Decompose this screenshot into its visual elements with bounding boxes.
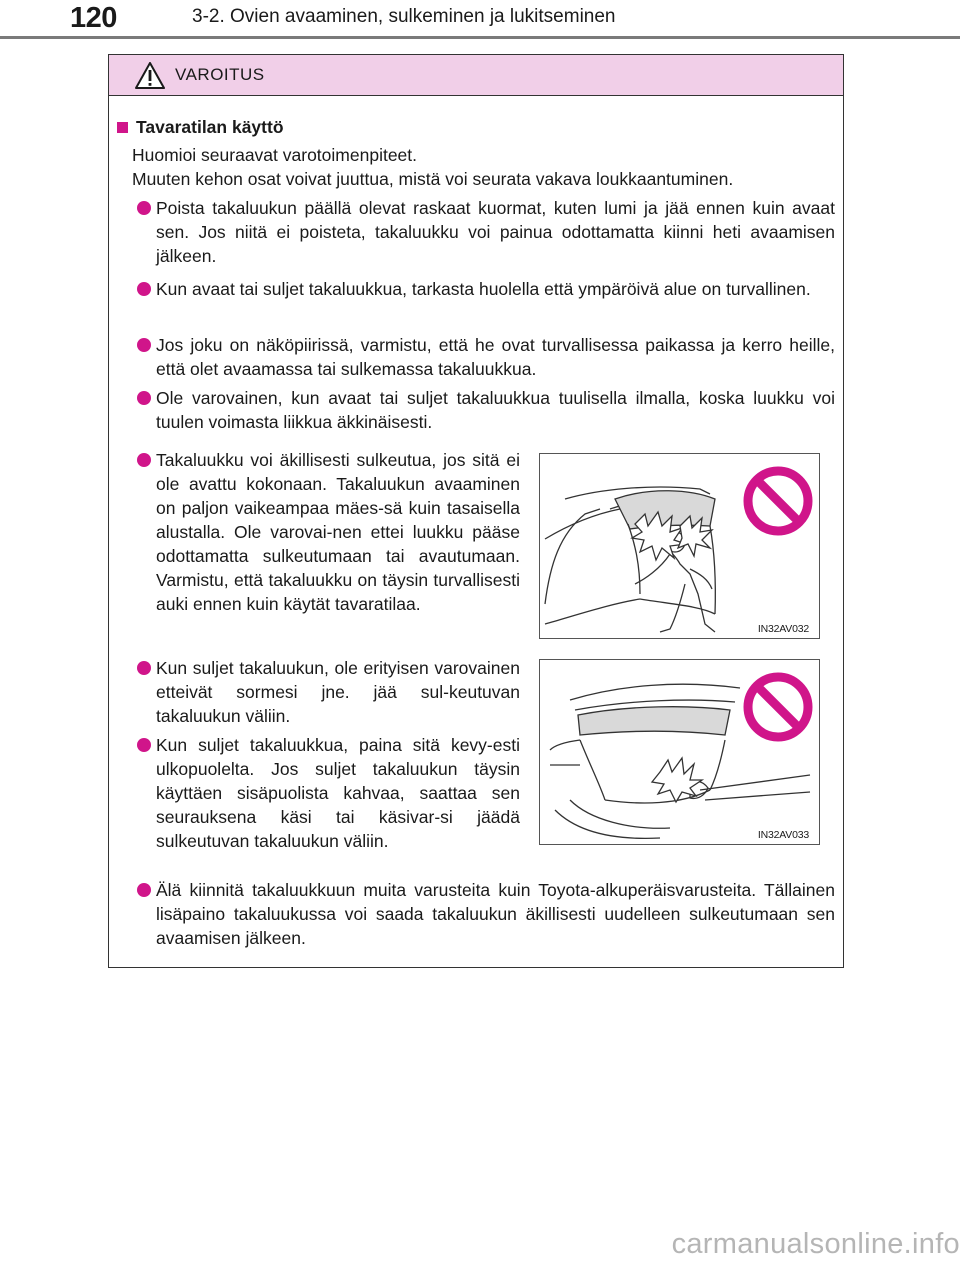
intro-line: Huomioi seuraavat varotoimenpiteet. bbox=[132, 145, 418, 165]
illustration-code: IN32AV033 bbox=[757, 829, 809, 841]
section-heading bbox=[117, 117, 284, 138]
bullet-dot-icon bbox=[137, 738, 151, 752]
list-item-text: Älä kiinnitä takaluukkuun muita varusteita kuin Toyota-alkuperäisvarusteita. Tällainen lisäpaino takaluukussa voi saada takaluukun äkillisesti uudelleen sulkeutumaan sen avaamisen jälkeen. bbox=[156, 880, 835, 948]
bullet-dot-icon bbox=[137, 338, 151, 352]
list-item-text: Ole varovainen, kun avaat tai suljet takaluukkua tuulisella ilmalla, koska luukku voi tuulen voimasta liikkua äkkinäisesti. bbox=[156, 388, 835, 432]
section-heading-text: Tavaratilan käyttö bbox=[136, 117, 284, 137]
bullet-dot-icon bbox=[137, 391, 151, 405]
list-item bbox=[137, 333, 835, 381]
list-item bbox=[137, 196, 835, 268]
page-number: 120 bbox=[70, 2, 117, 34]
warning-box bbox=[108, 54, 844, 968]
list-item bbox=[137, 448, 520, 616]
list-item bbox=[137, 878, 835, 950]
illustration-closing-tailgate bbox=[539, 659, 820, 845]
car-tailgate-person-illustration bbox=[540, 454, 820, 639]
illustration-code: IN32AV032 bbox=[757, 623, 809, 635]
list-item bbox=[137, 386, 835, 434]
intro-line: Muuten kehon osat voivat juuttua, mistä voi seurata vakava loukkaantuminen. bbox=[132, 169, 734, 189]
list-item-text: Kun suljet takaluukun, ole erityisen varovainen etteivät sormesi jne. jää sul-keutuvan takaluukun väliin. bbox=[156, 658, 520, 726]
section-title: 3-2. Ovien avaaminen, sulkeminen ja lukitseminen bbox=[192, 6, 616, 27]
intro-text bbox=[132, 143, 842, 191]
list-item bbox=[137, 733, 520, 853]
list-item-text: Kun avaat tai suljet takaluukkua, tarkasta huolella että ympäröivä alue on turvallinen. bbox=[156, 279, 811, 299]
list-item-text: Takaluukku voi äkillisesti sulkeutua, jos sitä ei ole avattu kokonaan. Takaluukun avaaminen on paljon vaikeampaa mäes-sä kuin tasaisella alustalla. Ole varovai-nen ettei luukku pääse odottamatta sulkeutumaan tai avautumaan. Varmistu, että takaluukku on täysin turvallisesti auki ennen kuin käytät tavaratilaa. bbox=[156, 450, 520, 614]
list-item bbox=[137, 656, 520, 728]
car-tailgate-hand-illustration bbox=[540, 660, 820, 845]
list-item-text: Kun suljet takaluukkua, paina sitä kevy-esti ulkopuolelta. Jos suljet takaluukun täysin käyttäen sisäpuolista kahvaa, saattaa sen seurauksena käsi tai käsivar-si jäädä sulkeutuvan takaluukun väliin. bbox=[156, 735, 520, 851]
list-item bbox=[137, 277, 835, 301]
header-rule bbox=[0, 36, 960, 39]
illustration-open-tailgate bbox=[539, 453, 820, 639]
warning-content bbox=[109, 95, 843, 967]
warning-header bbox=[109, 55, 843, 96]
bullet-dot-icon bbox=[137, 883, 151, 897]
bullet-dot-icon bbox=[137, 661, 151, 675]
warning-triangle-icon bbox=[135, 62, 165, 89]
warning-title: VAROITUS bbox=[175, 65, 265, 84]
list-item-text: Poista takaluukun päällä olevat raskaat kuormat, kuten lumi ja jää ennen kuin avaat sen. Jos niitä ei poisteta, takaluukku voi painua odottamatta kiinni heti avaamisen jälkeen. bbox=[156, 198, 835, 266]
bullet-dot-icon bbox=[137, 282, 151, 296]
list-item-text: Jos joku on näköpiirissä, varmistu, että he ovat turvallisessa paikassa ja kerro heille, että olet avaamassa tai sulkemassa takaluukkua. bbox=[156, 335, 835, 379]
square-bullet-icon bbox=[117, 122, 128, 133]
bullet-dot-icon bbox=[137, 453, 151, 467]
footer-watermark: carmanualsonline.info bbox=[671, 1228, 960, 1260]
bullet-dot-icon bbox=[137, 201, 151, 215]
